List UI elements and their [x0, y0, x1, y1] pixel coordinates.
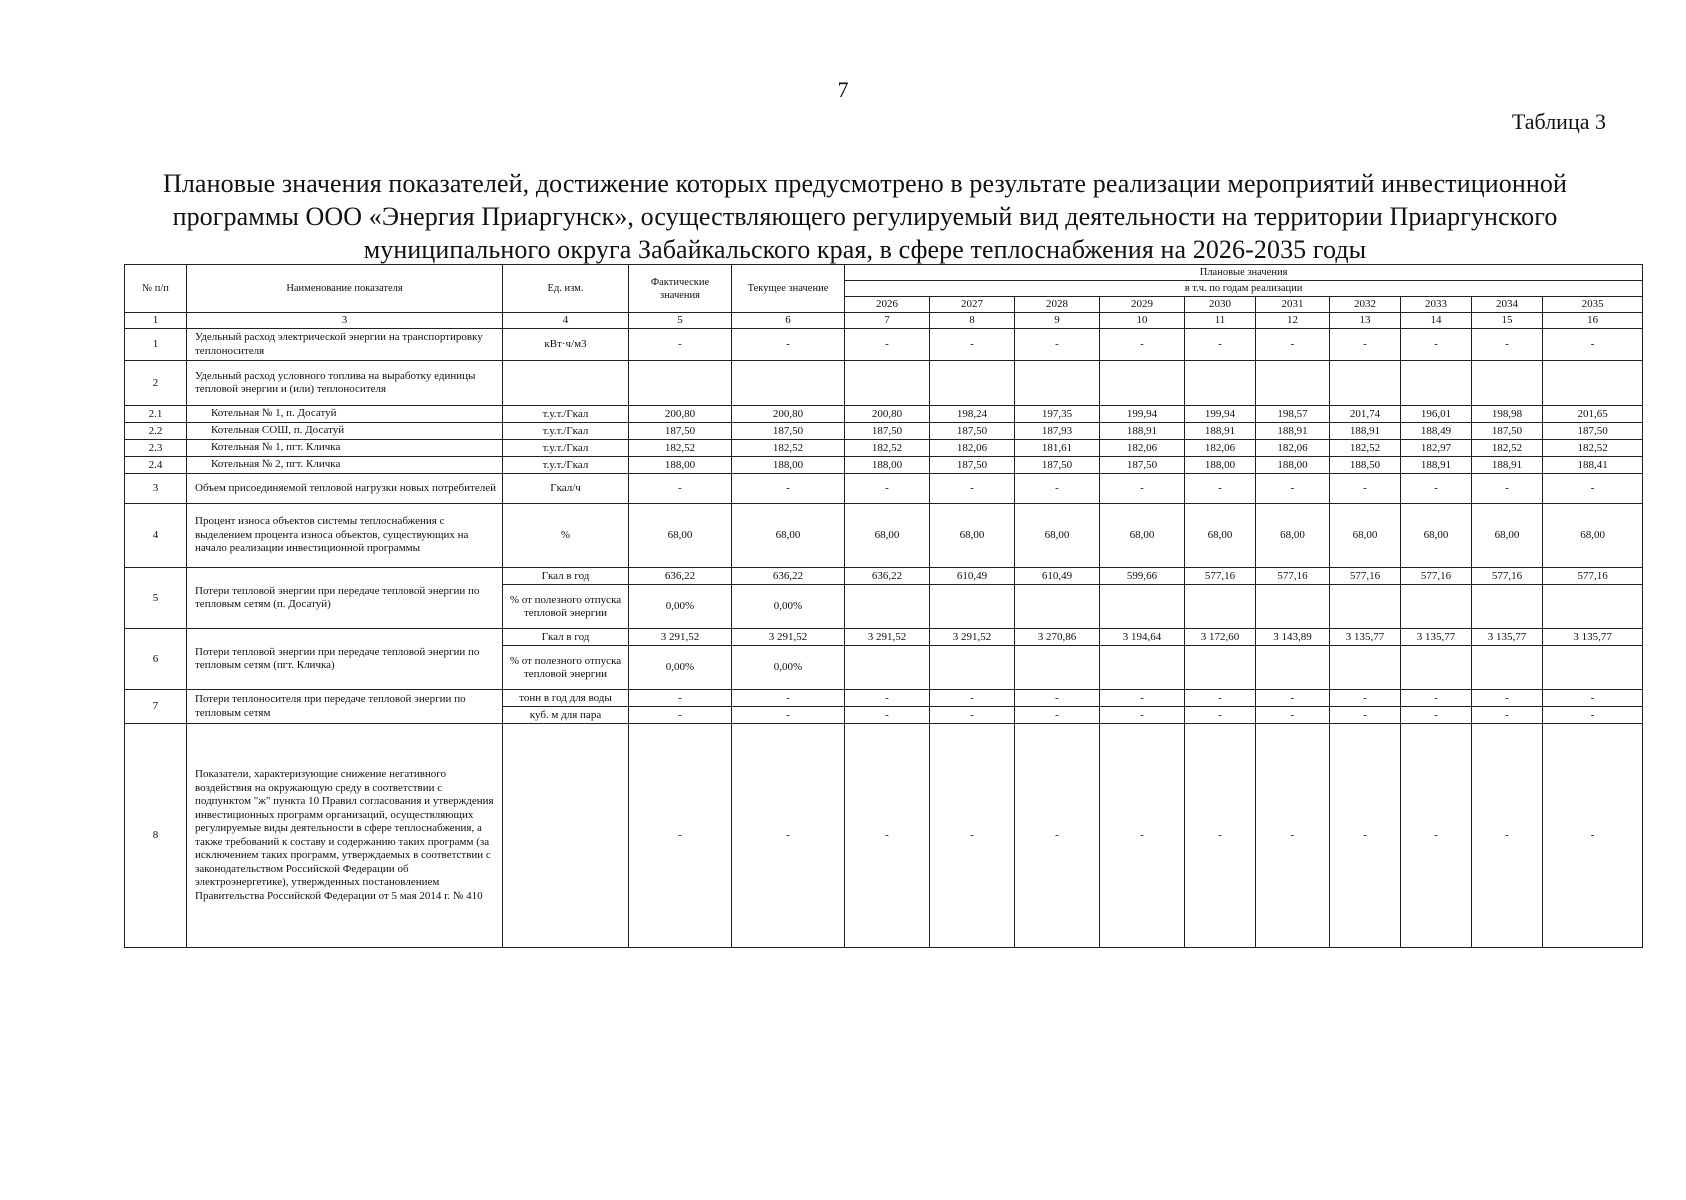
value-cell: -: [629, 329, 732, 361]
value-cell: [1472, 646, 1543, 690]
unit-cell: т.у.т./Гкал: [503, 406, 629, 423]
value-cell: 196,01: [1401, 406, 1472, 423]
value-cell: 182,06: [1256, 440, 1330, 457]
unit-cell: кВт·ч/м3: [503, 329, 629, 361]
value-cell: 3 135,77: [1330, 629, 1401, 646]
value-cell: 201,65: [1543, 406, 1643, 423]
value-cell: -: [1100, 707, 1185, 724]
table-label: Таблица 3: [1511, 109, 1606, 134]
row-number: 1: [125, 329, 187, 361]
column-number: 3: [187, 313, 503, 329]
value-cell: [1100, 585, 1185, 629]
value-cell: [845, 361, 930, 406]
value-cell: 68,00: [629, 504, 732, 568]
header-year: 2034: [1472, 297, 1543, 313]
value-cell: [1330, 646, 1401, 690]
header-year: 2027: [930, 297, 1015, 313]
header-current: Текущее значение: [732, 265, 845, 313]
indicator-name: Потери тепловой энергии при передаче тепловой энергии по тепловым сетям (п. Досатуй): [187, 568, 503, 629]
table-row: [125, 504, 1643, 568]
value-cell: 182,52: [1472, 440, 1543, 457]
value-cell: 182,52: [732, 440, 845, 457]
value-cell: 610,49: [1015, 568, 1100, 585]
value-cell: [930, 585, 1015, 629]
indicators-table: [124, 264, 1643, 948]
value-cell: 187,50: [930, 423, 1015, 440]
value-cell: 198,98: [1472, 406, 1543, 423]
value-cell: [1015, 361, 1100, 406]
unit-cell: % от полезного отпуска тепловой энергии: [503, 646, 629, 690]
value-cell: [1015, 646, 1100, 690]
header-actual: Фактические значения: [629, 265, 732, 313]
value-cell: 188,91: [1472, 457, 1543, 474]
column-number: 13: [1330, 313, 1401, 329]
column-number: 16: [1543, 313, 1643, 329]
value-cell: -: [1185, 707, 1256, 724]
header-year: 2031: [1256, 297, 1330, 313]
value-cell: 68,00: [1256, 504, 1330, 568]
value-cell: 182,06: [1185, 440, 1256, 457]
value-cell: 198,24: [930, 406, 1015, 423]
table-row: [125, 423, 1643, 440]
table-row: [125, 474, 1643, 504]
header-unit: Ед. изм.: [503, 265, 629, 313]
value-cell: [1185, 585, 1256, 629]
value-cell: 188,91: [1185, 423, 1256, 440]
value-cell: 3 291,52: [845, 629, 930, 646]
table-row: [125, 724, 1643, 948]
value-cell: -: [845, 329, 930, 361]
indicator-name: Объем присоединяемой тепловой нагрузки новых потребителей: [187, 474, 503, 504]
column-number: 7: [845, 313, 930, 329]
value-cell: -: [845, 707, 930, 724]
value-cell: -: [1401, 707, 1472, 724]
value-cell: 187,50: [930, 457, 1015, 474]
indicator-name: Удельный расход электрической энергии на транспортировку теплоносителя: [187, 329, 503, 361]
value-cell: [1330, 585, 1401, 629]
value-cell: [1543, 361, 1643, 406]
value-cell: 3 135,77: [1401, 629, 1472, 646]
value-cell: 3 143,89: [1256, 629, 1330, 646]
value-cell: -: [1330, 690, 1401, 707]
value-cell: -: [1015, 690, 1100, 707]
value-cell: [1401, 585, 1472, 629]
value-cell: 68,00: [1472, 504, 1543, 568]
value-cell: -: [1256, 724, 1330, 948]
value-cell: 3 270,86: [1015, 629, 1100, 646]
value-cell: -: [930, 707, 1015, 724]
column-number: 1: [125, 313, 187, 329]
value-cell: -: [1100, 329, 1185, 361]
value-cell: 188,00: [845, 457, 930, 474]
value-cell: -: [629, 707, 732, 724]
value-cell: [930, 646, 1015, 690]
value-cell: [1330, 361, 1401, 406]
value-cell: 68,00: [1543, 504, 1643, 568]
value-cell: 201,74: [1330, 406, 1401, 423]
value-cell: -: [629, 690, 732, 707]
value-cell: 3 291,52: [629, 629, 732, 646]
value-cell: -: [1543, 329, 1643, 361]
value-cell: 187,50: [629, 423, 732, 440]
header-year: 2035: [1543, 297, 1643, 313]
value-cell: 68,00: [1401, 504, 1472, 568]
value-cell: -: [1401, 329, 1472, 361]
value-cell: 577,16: [1401, 568, 1472, 585]
value-cell: 188,50: [1330, 457, 1401, 474]
value-cell: 68,00: [1185, 504, 1256, 568]
document-title: Плановые значения показателей, достижение которых предусмотрено в результате реализации мероприятий инвестиционной программы ООО «Энергия Приаргунск», осуществляющего регулируемый вид деятельности на территории Приаргунского муниципального округа Забайкальского края, в сфере теплоснабжения на 2026-2035 годы: [162, 169, 1567, 264]
value-cell: [1100, 361, 1185, 406]
row-number: 6: [125, 629, 187, 690]
value-cell: 3 291,52: [732, 629, 845, 646]
value-cell: -: [1185, 329, 1256, 361]
value-cell: -: [1543, 474, 1643, 504]
value-cell: 68,00: [732, 504, 845, 568]
value-cell: -: [1543, 724, 1643, 948]
unit-cell: % от полезного отпуска тепловой энергии: [503, 585, 629, 629]
header-year: 2026: [845, 297, 930, 313]
value-cell: 577,16: [1185, 568, 1256, 585]
value-cell: -: [1015, 724, 1100, 948]
value-cell: 187,93: [1015, 423, 1100, 440]
value-cell: -: [1256, 690, 1330, 707]
table-row: [125, 361, 1643, 406]
value-cell: -: [1256, 474, 1330, 504]
header-name: Наименование показателя: [187, 265, 503, 313]
value-cell: -: [1472, 724, 1543, 948]
value-cell: 188,91: [1100, 423, 1185, 440]
value-cell: [1472, 585, 1543, 629]
value-cell: -: [930, 329, 1015, 361]
value-cell: 636,22: [845, 568, 930, 585]
value-cell: 610,49: [930, 568, 1015, 585]
column-number: 12: [1256, 313, 1330, 329]
table-row: [125, 568, 1643, 585]
value-cell: -: [845, 724, 930, 948]
value-cell: -: [1100, 724, 1185, 948]
value-cell: -: [1185, 690, 1256, 707]
unit-cell: [503, 724, 629, 948]
value-cell: -: [930, 690, 1015, 707]
value-cell: [1185, 361, 1256, 406]
value-cell: [1543, 585, 1643, 629]
value-cell: -: [1185, 724, 1256, 948]
column-number: 9: [1015, 313, 1100, 329]
value-cell: -: [1543, 707, 1643, 724]
value-cell: -: [1472, 707, 1543, 724]
header-row-1: [125, 265, 1643, 281]
value-cell: 182,52: [845, 440, 930, 457]
value-cell: -: [1100, 690, 1185, 707]
value-cell: 200,80: [629, 406, 732, 423]
unit-cell: куб. м для пара: [503, 707, 629, 724]
value-cell: -: [1256, 707, 1330, 724]
value-cell: 188,00: [1256, 457, 1330, 474]
value-cell: 636,22: [732, 568, 845, 585]
value-cell: -: [1330, 707, 1401, 724]
value-cell: [1256, 585, 1330, 629]
value-cell: 188,91: [1330, 423, 1401, 440]
row-number: 5: [125, 568, 187, 629]
value-cell: 198,57: [1256, 406, 1330, 423]
value-cell: -: [732, 329, 845, 361]
value-cell: 187,50: [732, 423, 845, 440]
value-cell: 199,94: [1185, 406, 1256, 423]
value-cell: 182,52: [629, 440, 732, 457]
header-year: 2030: [1185, 297, 1256, 313]
table-row: [125, 629, 1643, 646]
value-cell: 199,94: [1100, 406, 1185, 423]
value-cell: -: [845, 690, 930, 707]
value-cell: -: [629, 724, 732, 948]
value-cell: 182,52: [1543, 440, 1643, 457]
value-cell: [1185, 646, 1256, 690]
value-cell: 188,00: [732, 457, 845, 474]
value-cell: -: [1401, 724, 1472, 948]
value-cell: 3 135,77: [1543, 629, 1643, 646]
value-cell: 577,16: [1330, 568, 1401, 585]
value-cell: 187,50: [1472, 423, 1543, 440]
value-cell: 68,00: [930, 504, 1015, 568]
unit-cell: Гкал в год: [503, 629, 629, 646]
value-cell: 577,16: [1472, 568, 1543, 585]
column-number: 5: [629, 313, 732, 329]
value-cell: [1401, 361, 1472, 406]
indicator-name: Потери тепловой энергии при передаче тепловой энергии по тепловым сетям (пгт. Кличка): [187, 629, 503, 690]
row-number: 8: [125, 724, 187, 948]
unit-cell: тонн в год для воды: [503, 690, 629, 707]
value-cell: 188,91: [1401, 457, 1472, 474]
row-number: 3: [125, 474, 187, 504]
table-row: [125, 406, 1643, 423]
column-number: 14: [1401, 313, 1472, 329]
indicator-name: Потери теплоносителя при передаче тепловой энергии по тепловым сетям: [187, 690, 503, 724]
value-cell: [1015, 585, 1100, 629]
value-cell: -: [1015, 707, 1100, 724]
value-cell: [1256, 361, 1330, 406]
value-cell: -: [1185, 474, 1256, 504]
value-cell: 182,97: [1401, 440, 1472, 457]
value-cell: 200,80: [845, 406, 930, 423]
value-cell: -: [1472, 329, 1543, 361]
indicator-name: Котельная № 1, п. Досатуй: [187, 406, 503, 423]
indicator-name: Удельный расход условного топлива на выработку единицы тепловой энергии и (или) теплоносителя: [187, 361, 503, 406]
value-cell: [845, 646, 930, 690]
value-cell: 182,52: [1330, 440, 1401, 457]
value-cell: 187,50: [1543, 423, 1643, 440]
value-cell: 68,00: [845, 504, 930, 568]
value-cell: 187,50: [1015, 457, 1100, 474]
indicator-name: Процент износа объектов системы теплоснабжения с выделением процента износа объектов, существующих на начало реализации инвестиционной программы: [187, 504, 503, 568]
indicator-name: Котельная СОШ, п. Досатуй: [187, 423, 503, 440]
unit-cell: [503, 361, 629, 406]
value-cell: [732, 361, 845, 406]
value-cell: -: [1256, 329, 1330, 361]
unit-cell: %: [503, 504, 629, 568]
value-cell: -: [732, 474, 845, 504]
value-cell: -: [1100, 474, 1185, 504]
value-cell: 181,61: [1015, 440, 1100, 457]
value-cell: [629, 361, 732, 406]
value-cell: [1401, 646, 1472, 690]
value-cell: -: [732, 724, 845, 948]
value-cell: 188,00: [629, 457, 732, 474]
value-cell: 577,16: [1256, 568, 1330, 585]
value-cell: -: [1401, 474, 1472, 504]
indicator-name: Котельная № 1, пгт. Кличка: [187, 440, 503, 457]
row-number: 2.3: [125, 440, 187, 457]
value-cell: 3 135,77: [1472, 629, 1543, 646]
column-number: 10: [1100, 313, 1185, 329]
value-cell: [1256, 646, 1330, 690]
header-year: 2032: [1330, 297, 1401, 313]
table-row: [125, 690, 1643, 707]
value-cell: 636,22: [629, 568, 732, 585]
value-cell: 3 194,64: [1100, 629, 1185, 646]
header-num: № п/п: [125, 265, 187, 313]
value-cell: 0,00%: [629, 585, 732, 629]
header-year: 2033: [1401, 297, 1472, 313]
value-cell: -: [1472, 474, 1543, 504]
value-cell: 3 291,52: [930, 629, 1015, 646]
value-cell: -: [1543, 690, 1643, 707]
value-cell: [1543, 646, 1643, 690]
value-cell: -: [1472, 690, 1543, 707]
row-number: 2.2: [125, 423, 187, 440]
value-cell: 3 172,60: [1185, 629, 1256, 646]
value-cell: -: [1401, 690, 1472, 707]
table-row: [125, 457, 1643, 474]
value-cell: 599,66: [1100, 568, 1185, 585]
header-planned: Плановые значения: [845, 265, 1643, 281]
value-cell: 187,50: [1100, 457, 1185, 474]
unit-cell: Гкал/ч: [503, 474, 629, 504]
header-by-years: в т.ч. по годам реализации: [845, 281, 1643, 297]
value-cell: -: [1330, 329, 1401, 361]
row-number: 2: [125, 361, 187, 406]
value-cell: 0,00%: [732, 646, 845, 690]
column-numbers-row: [125, 313, 1643, 329]
table-row: [125, 440, 1643, 457]
value-cell: -: [930, 474, 1015, 504]
row-number: 2.1: [125, 406, 187, 423]
column-number: 11: [1185, 313, 1256, 329]
value-cell: -: [1015, 474, 1100, 504]
unit-cell: т.у.т./Гкал: [503, 423, 629, 440]
column-number: 6: [732, 313, 845, 329]
value-cell: 0,00%: [629, 646, 732, 690]
value-cell: 68,00: [1330, 504, 1401, 568]
unit-cell: т.у.т./Гкал: [503, 457, 629, 474]
value-cell: 182,06: [930, 440, 1015, 457]
value-cell: -: [732, 690, 845, 707]
value-cell: 188,49: [1401, 423, 1472, 440]
indicator-name: Показатели, характеризующие снижение негативного воздействия на окружающую среду в соответствии с подпунктом "ж" пункта 10 Правил согласования и утверждения инвестиционных программ организаций, осуществляющих регулируемые виды деятельности в сфере теплоснабжения, а также требований к составу и содержанию таких программ (за исключением таких программ, утверждаемых в соответствии с законодательством Российской Федерации об электроэнергетике), утвержденных постановлением Правительства Российской Федерации от 5 мая 2014 г. № 410: [187, 724, 503, 948]
value-cell: -: [1015, 329, 1100, 361]
value-cell: 182,06: [1100, 440, 1185, 457]
value-cell: 187,50: [845, 423, 930, 440]
value-cell: -: [1330, 724, 1401, 948]
value-cell: [930, 361, 1015, 406]
value-cell: 188,41: [1543, 457, 1643, 474]
value-cell: -: [629, 474, 732, 504]
value-cell: 188,00: [1185, 457, 1256, 474]
value-cell: 188,91: [1256, 423, 1330, 440]
value-cell: 68,00: [1100, 504, 1185, 568]
row-number: 4: [125, 504, 187, 568]
value-cell: 197,35: [1015, 406, 1100, 423]
value-cell: 577,16: [1543, 568, 1643, 585]
row-number: 7: [125, 690, 187, 724]
column-number: 8: [930, 313, 1015, 329]
table-row: [125, 329, 1643, 361]
column-number: 4: [503, 313, 629, 329]
page-number: 7: [837, 77, 849, 102]
value-cell: -: [1330, 474, 1401, 504]
value-cell: -: [845, 474, 930, 504]
indicator-name: Котельная № 2, пгт. Кличка: [187, 457, 503, 474]
header-year: 2028: [1015, 297, 1100, 313]
value-cell: 0,00%: [732, 585, 845, 629]
header-year: 2029: [1100, 297, 1185, 313]
value-cell: -: [732, 707, 845, 724]
value-cell: 68,00: [1015, 504, 1100, 568]
value-cell: [1472, 361, 1543, 406]
value-cell: [845, 585, 930, 629]
unit-cell: Гкал в год: [503, 568, 629, 585]
value-cell: 200,80: [732, 406, 845, 423]
row-number: 2.4: [125, 457, 187, 474]
value-cell: [1100, 646, 1185, 690]
column-number: 15: [1472, 313, 1543, 329]
unit-cell: т.у.т./Гкал: [503, 440, 629, 457]
value-cell: -: [930, 724, 1015, 948]
